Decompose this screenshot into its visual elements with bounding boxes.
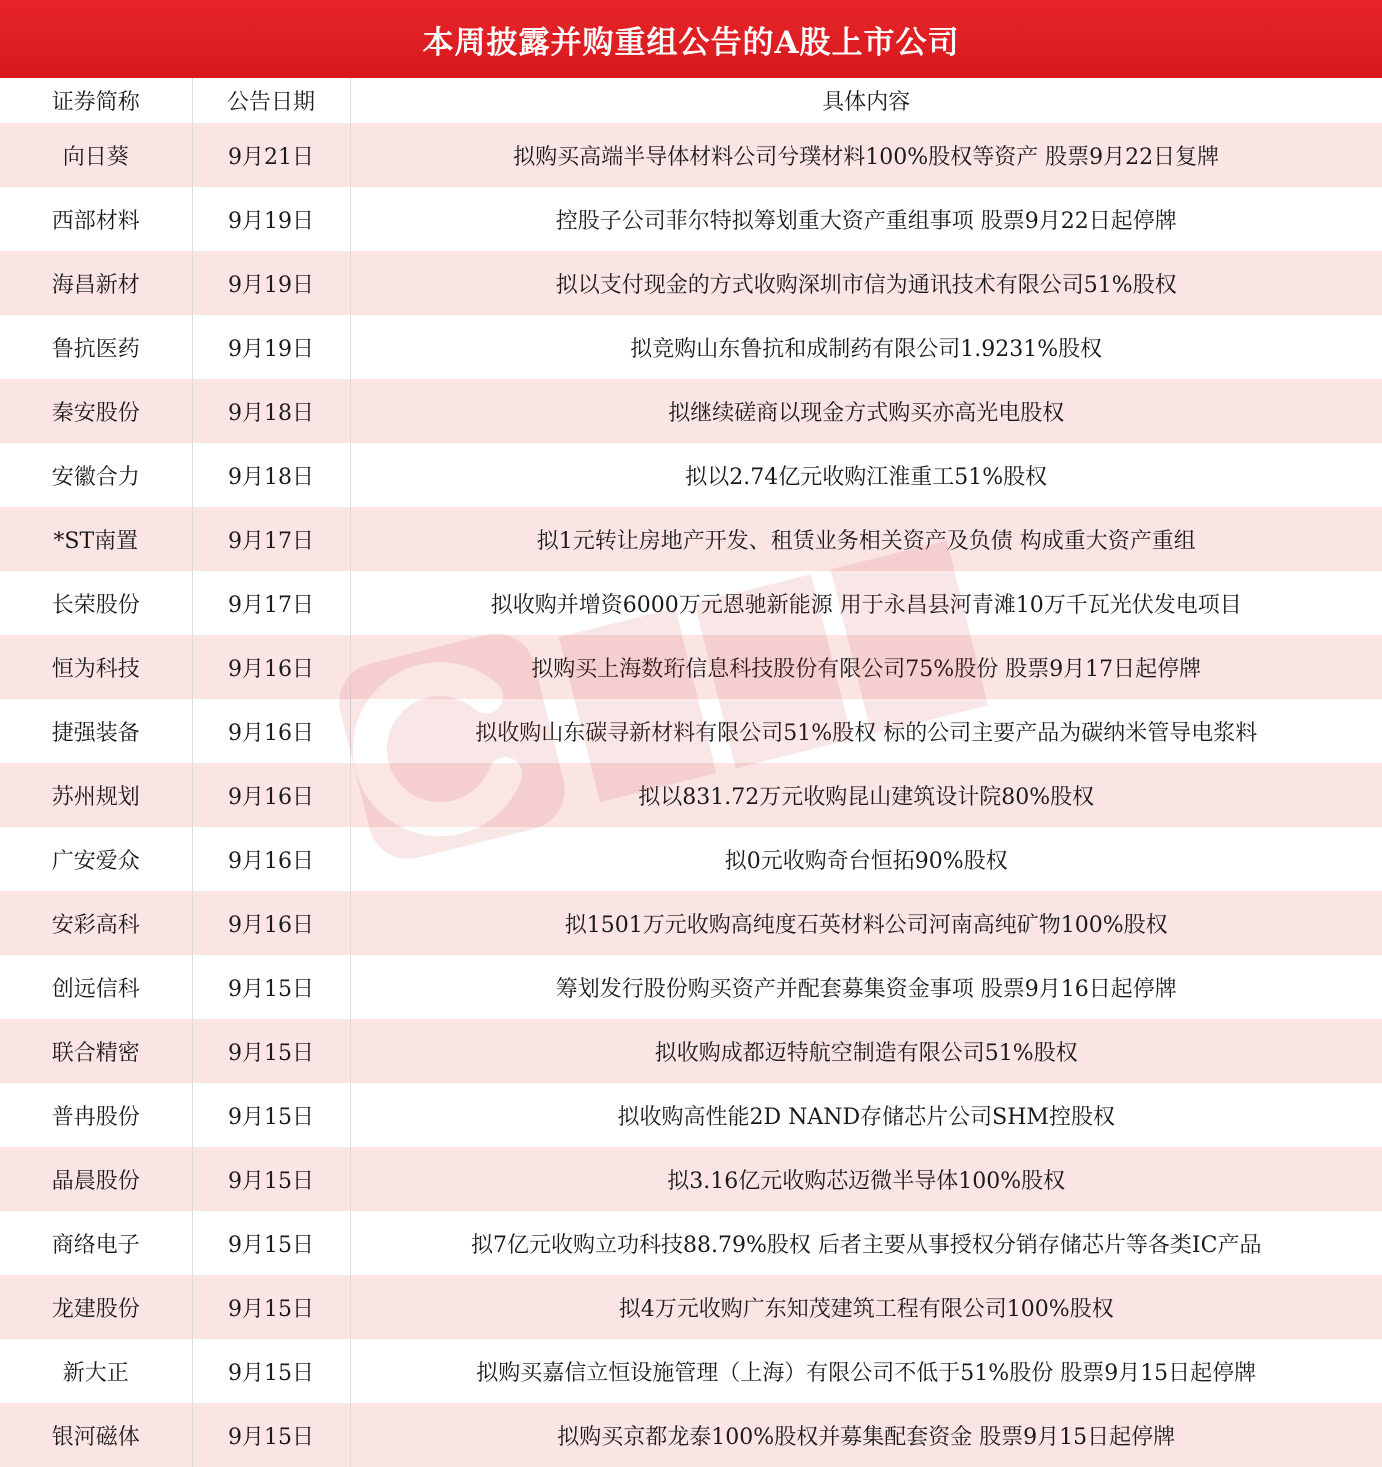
security-name-cell: 创远信科 xyxy=(0,955,192,1019)
table-row xyxy=(0,1083,1382,1147)
announcement-date-cell: 9月21日 xyxy=(192,123,350,187)
security-name-cell: 向日葵 xyxy=(0,123,192,187)
content-cell: 拟3.16亿元收购芯迈微半导体100%股权 xyxy=(350,1147,1382,1211)
table-row xyxy=(0,123,1382,187)
security-name-cell: 捷强装备 xyxy=(0,699,192,763)
announcement-table xyxy=(0,78,1382,1467)
security-name-cell: 安彩高科 xyxy=(0,891,192,955)
announcement-date-cell: 9月19日 xyxy=(192,187,350,251)
table-header-row xyxy=(0,78,1382,123)
column-header-date: 公告日期 xyxy=(192,78,350,123)
content-cell: 拟1元转让房地产开发、租赁业务相关资产及负债 构成重大资产重组 xyxy=(350,507,1382,571)
table-row xyxy=(0,763,1382,827)
announcement-date-cell: 9月16日 xyxy=(192,699,350,763)
security-name-cell: 商络电子 xyxy=(0,1211,192,1275)
security-name-cell: 银河磁体 xyxy=(0,1403,192,1467)
column-header-name: 证券简称 xyxy=(0,78,192,123)
table-row xyxy=(0,1275,1382,1339)
table-row xyxy=(0,1147,1382,1211)
content-cell: 拟以2.74亿元收购江淮重工51%股权 xyxy=(350,443,1382,507)
content-cell: 拟0元收购奇台恒拓90%股权 xyxy=(350,827,1382,891)
table-row xyxy=(0,315,1382,379)
content-cell: 拟4万元收购广东知茂建筑工程有限公司100%股权 xyxy=(350,1275,1382,1339)
content-cell: 拟购买上海数珩信息科技股份有限公司75%股份 股票9月17日起停牌 xyxy=(350,635,1382,699)
announcement-date-cell: 9月15日 xyxy=(192,1019,350,1083)
announcement-date-cell: 9月17日 xyxy=(192,507,350,571)
table-row xyxy=(0,379,1382,443)
announcement-date-cell: 9月15日 xyxy=(192,1147,350,1211)
announcement-date-cell: 9月16日 xyxy=(192,635,350,699)
announcement-date-cell: 9月15日 xyxy=(192,1211,350,1275)
table-row xyxy=(0,443,1382,507)
content-cell: 拟收购成都迈特航空制造有限公司51%股权 xyxy=(350,1019,1382,1083)
content-cell: 拟收购山东碳寻新材料有限公司51%股权 标的公司主要产品为碳纳米管导电浆料 xyxy=(350,699,1382,763)
content-cell: 拟1501万元收购高纯度石英材料公司河南高纯矿物100%股权 xyxy=(350,891,1382,955)
table-row xyxy=(0,1403,1382,1467)
announcement-date-cell: 9月15日 xyxy=(192,955,350,1019)
content-cell: 拟购买嘉信立恒设施管理（上海）有限公司不低于51%股份 股票9月15日起停牌 xyxy=(350,1339,1382,1403)
table-row xyxy=(0,187,1382,251)
content-cell: 拟购买京都龙泰100%股权并募集配套资金 股票9月15日起停牌 xyxy=(350,1403,1382,1467)
content-cell: 拟购买高端半导体材料公司兮璞材料100%股权等资产 股票9月22日复牌 xyxy=(350,123,1382,187)
content-cell: 拟收购高性能2D NAND存储芯片公司SHM控股权 xyxy=(350,1083,1382,1147)
page-title: 本周披露并购重组公告的A股上市公司 xyxy=(0,0,1382,78)
table-row xyxy=(0,891,1382,955)
security-name-cell: *ST南置 xyxy=(0,507,192,571)
security-name-cell: 安徽合力 xyxy=(0,443,192,507)
security-name-cell: 海昌新材 xyxy=(0,251,192,315)
table-row xyxy=(0,251,1382,315)
table-row xyxy=(0,1019,1382,1083)
announcement-date-cell: 9月18日 xyxy=(192,443,350,507)
table-row xyxy=(0,1211,1382,1275)
content-cell: 控股子公司菲尔特拟筹划重大资产重组事项 股票9月22日起停牌 xyxy=(350,187,1382,251)
content-cell: 拟收购并增资6000万元恩驰新能源 用于永昌县河青滩10万千瓦光伏发电项目 xyxy=(350,571,1382,635)
announcement-date-cell: 9月19日 xyxy=(192,315,350,379)
security-name-cell: 龙建股份 xyxy=(0,1275,192,1339)
announcement-date-cell: 9月15日 xyxy=(192,1083,350,1147)
announcement-date-cell: 9月16日 xyxy=(192,827,350,891)
announcement-date-cell: 9月19日 xyxy=(192,251,350,315)
security-name-cell: 广安爱众 xyxy=(0,827,192,891)
announcement-date-cell: 9月16日 xyxy=(192,763,350,827)
table-row xyxy=(0,699,1382,763)
table-row xyxy=(0,507,1382,571)
security-name-cell: 新大正 xyxy=(0,1339,192,1403)
announcement-date-cell: 9月15日 xyxy=(192,1403,350,1467)
content-cell: 拟继续磋商以现金方式购买亦高光电股权 xyxy=(350,379,1382,443)
announcement-date-cell: 9月18日 xyxy=(192,379,350,443)
security-name-cell: 秦安股份 xyxy=(0,379,192,443)
content-cell: 拟竞购山东鲁抗和成制药有限公司1.9231%股权 xyxy=(350,315,1382,379)
announcement-date-cell: 9月17日 xyxy=(192,571,350,635)
security-name-cell: 鲁抗医药 xyxy=(0,315,192,379)
security-name-cell: 西部材料 xyxy=(0,187,192,251)
announcement-date-cell: 9月16日 xyxy=(192,891,350,955)
security-name-cell: 长荣股份 xyxy=(0,571,192,635)
security-name-cell: 恒为科技 xyxy=(0,635,192,699)
announcement-date-cell: 9月15日 xyxy=(192,1339,350,1403)
security-name-cell: 普冉股份 xyxy=(0,1083,192,1147)
content-cell: 筹划发行股份购买资产并配套募集资金事项 股票9月16日起停牌 xyxy=(350,955,1382,1019)
content-cell: 拟7亿元收购立功科技88.79%股权 后者主要从事授权分销存储芯片等各类IC产品 xyxy=(350,1211,1382,1275)
table-row xyxy=(0,571,1382,635)
security-name-cell: 晶晨股份 xyxy=(0,1147,192,1211)
table-row xyxy=(0,1339,1382,1403)
announcement-date-cell: 9月15日 xyxy=(192,1275,350,1339)
column-header-content: 具体内容 xyxy=(350,78,1382,123)
security-name-cell: 联合精密 xyxy=(0,1019,192,1083)
table-row xyxy=(0,827,1382,891)
table-row xyxy=(0,955,1382,1019)
content-cell: 拟以831.72万元收购昆山建筑设计院80%股权 xyxy=(350,763,1382,827)
table-row xyxy=(0,635,1382,699)
content-cell: 拟以支付现金的方式收购深圳市信为通讯技术有限公司51%股权 xyxy=(350,251,1382,315)
security-name-cell: 苏州规划 xyxy=(0,763,192,827)
